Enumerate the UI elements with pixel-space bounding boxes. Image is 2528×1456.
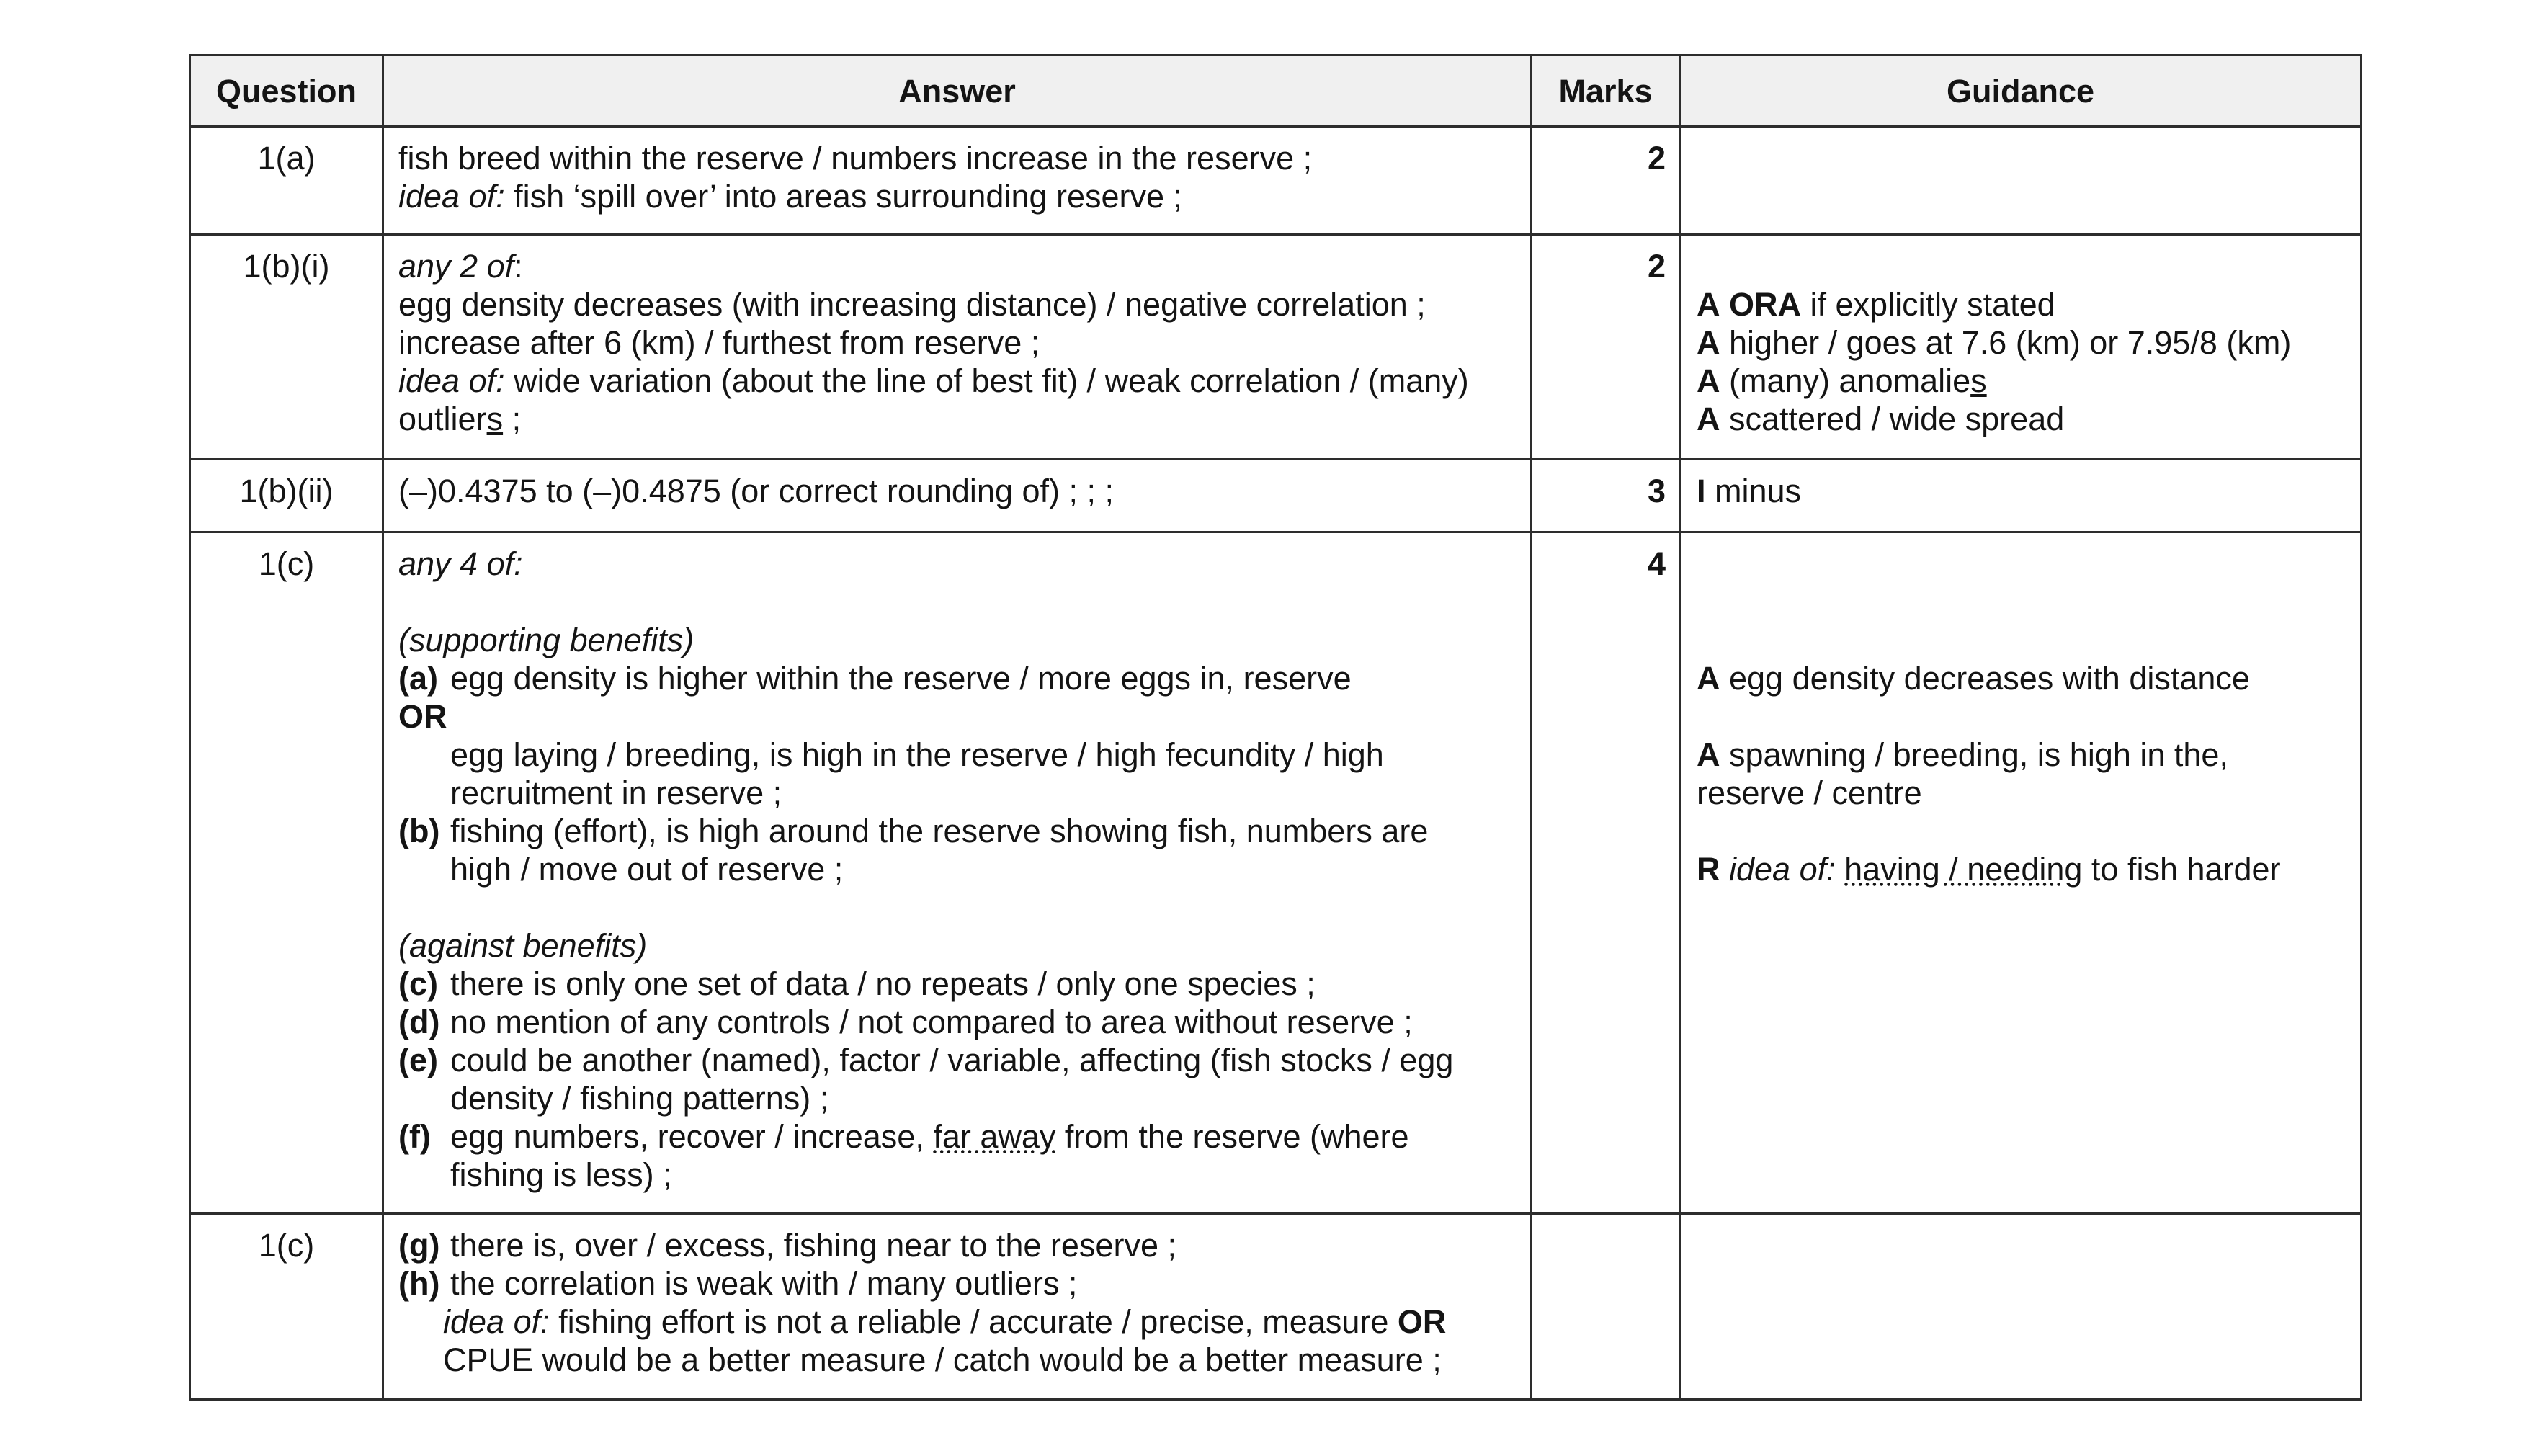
point-label: (a) xyxy=(398,660,438,697)
answer-line: (–)0.4375 to (–)0.4875 (or correct rounding of) ; ; ; xyxy=(398,473,1115,509)
point-d xyxy=(398,1003,1516,1041)
point-text: fishing (effort), is high around the reserve showing fish, numbers are xyxy=(450,813,1429,849)
answer-line: fish breed within the reserve / numbers increase in the reserve ; xyxy=(398,140,1313,177)
header-question: Question xyxy=(190,55,383,127)
guidance-text: to fish harder xyxy=(2082,851,2281,888)
point-continuation: high / move out of reserve ; xyxy=(450,851,844,888)
idea-of-label: idea of: xyxy=(398,178,505,215)
underlined-text: far away xyxy=(933,1118,1056,1155)
answer-text: fish ‘spill over’ into areas surrounding reserve ; xyxy=(504,178,1183,215)
guidance-text: (many) anomalie xyxy=(1720,362,1971,399)
blank-line xyxy=(1697,247,2346,285)
point-e xyxy=(398,1041,1516,1079)
answer-line xyxy=(398,362,1516,400)
mark-scheme-table xyxy=(189,54,2362,1401)
accept-marker: A xyxy=(1697,362,1720,399)
point-continuation: density / fishing patterns) ; xyxy=(450,1080,829,1117)
idea-of-label: idea of: xyxy=(398,362,505,399)
point-continuation: egg laying / breeding, is high in the reserve / high fecundity / high xyxy=(450,736,1384,773)
point-label: (c) xyxy=(398,965,438,1002)
header-answer: Answer xyxy=(383,55,1532,127)
guidance-text: scattered / wide spread xyxy=(1720,401,2065,437)
blank-line xyxy=(1697,697,2346,736)
guidance-line xyxy=(1697,659,2346,697)
guidance-cell xyxy=(1680,235,2362,460)
table-row xyxy=(190,532,2362,1214)
section-heading: (against benefits) xyxy=(398,927,648,964)
answer-line: any 2 of: xyxy=(398,248,523,285)
point-label: (f) xyxy=(398,1118,431,1155)
point-label: (h) xyxy=(398,1265,440,1302)
accept-marker: A xyxy=(1697,660,1720,697)
answer-cell xyxy=(383,1214,1532,1400)
guidance-line xyxy=(1697,736,2346,774)
point-text: from the reserve (where xyxy=(1055,1118,1409,1155)
table-row xyxy=(190,235,2362,460)
guidance-line xyxy=(1697,285,2346,323)
underlined-text: s xyxy=(1970,362,1987,399)
underlined-text: s xyxy=(486,401,504,437)
point-text: egg numbers, recover / increase, xyxy=(450,1118,934,1155)
point-text: fishing effort is not a reliable / accurate / precise, measure xyxy=(549,1303,1398,1340)
guidance-line xyxy=(1697,362,2346,400)
point-h xyxy=(398,1264,1516,1303)
blank-line xyxy=(1697,621,2346,659)
blank-line xyxy=(398,583,1516,621)
blank-line xyxy=(1697,583,2346,621)
point-continuation: CPUE would be a better measure / catch would be a better measure ; xyxy=(443,1341,1442,1378)
guidance-line xyxy=(1697,400,2346,438)
any-of-label: any 4 of: xyxy=(398,545,523,582)
blank-line xyxy=(1697,545,2346,583)
question-number: 1(c) xyxy=(190,532,383,1214)
any-of-label: any 2 of xyxy=(398,248,514,285)
question-number: 1(b)(i) xyxy=(190,235,383,460)
question-number: 1(a) xyxy=(190,127,383,235)
guidance-cell xyxy=(1680,1214,2362,1400)
idea-of-label: idea of: xyxy=(1720,851,1836,888)
marks-value: 3 xyxy=(1532,460,1680,532)
marks-value: 4 xyxy=(1532,532,1680,1214)
table-row xyxy=(190,127,2362,235)
point-text: the correlation is weak with / many outliers ; xyxy=(450,1265,1078,1302)
point-text: there is, over / excess, fishing near to the reserve ; xyxy=(450,1227,1176,1264)
point-a xyxy=(398,659,1516,697)
idea-of-label: idea of: xyxy=(443,1303,550,1340)
point-text: there is only one set of data / no repeats / only one species ; xyxy=(450,965,1316,1002)
blank-line xyxy=(1697,812,2346,850)
question-number: 1(b)(ii) xyxy=(190,460,383,532)
accept-marker: A xyxy=(1697,324,1720,361)
ora-label: ORA xyxy=(1729,286,1802,323)
point-b xyxy=(398,812,1516,850)
guidance-text: if explicitly stated xyxy=(1801,286,2055,323)
answer-cell xyxy=(383,127,1532,235)
point-continuation xyxy=(398,1303,1516,1341)
header-marks: Marks xyxy=(1532,55,1680,127)
guidance-line xyxy=(1697,323,2346,362)
accept-marker: A xyxy=(1697,286,1720,323)
guidance-line: reserve / centre xyxy=(1697,774,1922,811)
ignore-marker: I xyxy=(1697,473,1706,509)
answer-cell xyxy=(383,460,1532,532)
guidance-text: egg density decreases with distance xyxy=(1720,660,2250,697)
header-guidance: Guidance xyxy=(1680,55,2362,127)
guidance-line xyxy=(1697,850,2346,888)
point-label: (b) xyxy=(398,813,440,849)
blank-line xyxy=(398,888,1516,926)
accept-marker: A xyxy=(1697,401,1720,437)
guidance-cell xyxy=(1680,532,2362,1214)
answer-cell xyxy=(383,532,1532,1214)
point-c xyxy=(398,965,1516,1003)
point-text: no mention of any controls / not compared to area without reserve ; xyxy=(450,1004,1413,1040)
marks-value xyxy=(1532,1214,1680,1400)
guidance-text: minus xyxy=(1705,473,1802,509)
section-heading: (supporting benefits) xyxy=(398,622,694,658)
answer-line xyxy=(398,177,1516,215)
answer-cell xyxy=(383,235,1532,460)
answer-line: increase after 6 (km) / furthest from reserve ; xyxy=(398,324,1040,361)
table-row xyxy=(190,1214,2362,1400)
point-label: (e) xyxy=(398,1042,438,1078)
answer-line: egg density decreases (with increasing distance) / negative correlation ; xyxy=(398,286,1426,323)
point-f xyxy=(398,1117,1516,1156)
or-label: OR xyxy=(1397,1303,1447,1340)
table-row xyxy=(190,460,2362,532)
accept-marker: A xyxy=(1697,736,1720,773)
point-label: (g) xyxy=(398,1227,440,1264)
guidance-text: higher / goes at 7.6 (km) or 7.95/8 (km) xyxy=(1720,324,2292,361)
point-g xyxy=(398,1226,1516,1264)
point-text: egg density is higher within the reserve / more eggs in, reserve xyxy=(450,660,1352,697)
answer-line xyxy=(398,400,1516,438)
point-continuation: recruitment in reserve ; xyxy=(450,774,782,811)
guidance-line xyxy=(1697,472,2346,510)
marks-value: 2 xyxy=(1532,127,1680,235)
guidance-cell xyxy=(1680,127,2362,235)
answer-text: outlier xyxy=(398,401,487,437)
header-row xyxy=(190,55,2362,127)
question-number: 1(c) xyxy=(190,1214,383,1400)
answer-text: wide variation (about the line of best fit) / weak correlation / (many) xyxy=(504,362,1469,399)
guidance-text: spawning / breeding, is high in the, xyxy=(1720,736,2228,773)
reject-marker: R xyxy=(1697,851,1720,888)
answer-text: ; xyxy=(503,401,522,437)
underlined-text: having / needing xyxy=(1844,851,2083,888)
point-text: could be another (named), factor / variable, affecting (fish stocks / egg xyxy=(450,1042,1454,1078)
marks-value: 2 xyxy=(1532,235,1680,460)
point-continuation: fishing is less) ; xyxy=(450,1156,672,1193)
guidance-cell xyxy=(1680,460,2362,532)
or-label: OR xyxy=(398,698,447,735)
point-label: (d) xyxy=(398,1004,440,1040)
